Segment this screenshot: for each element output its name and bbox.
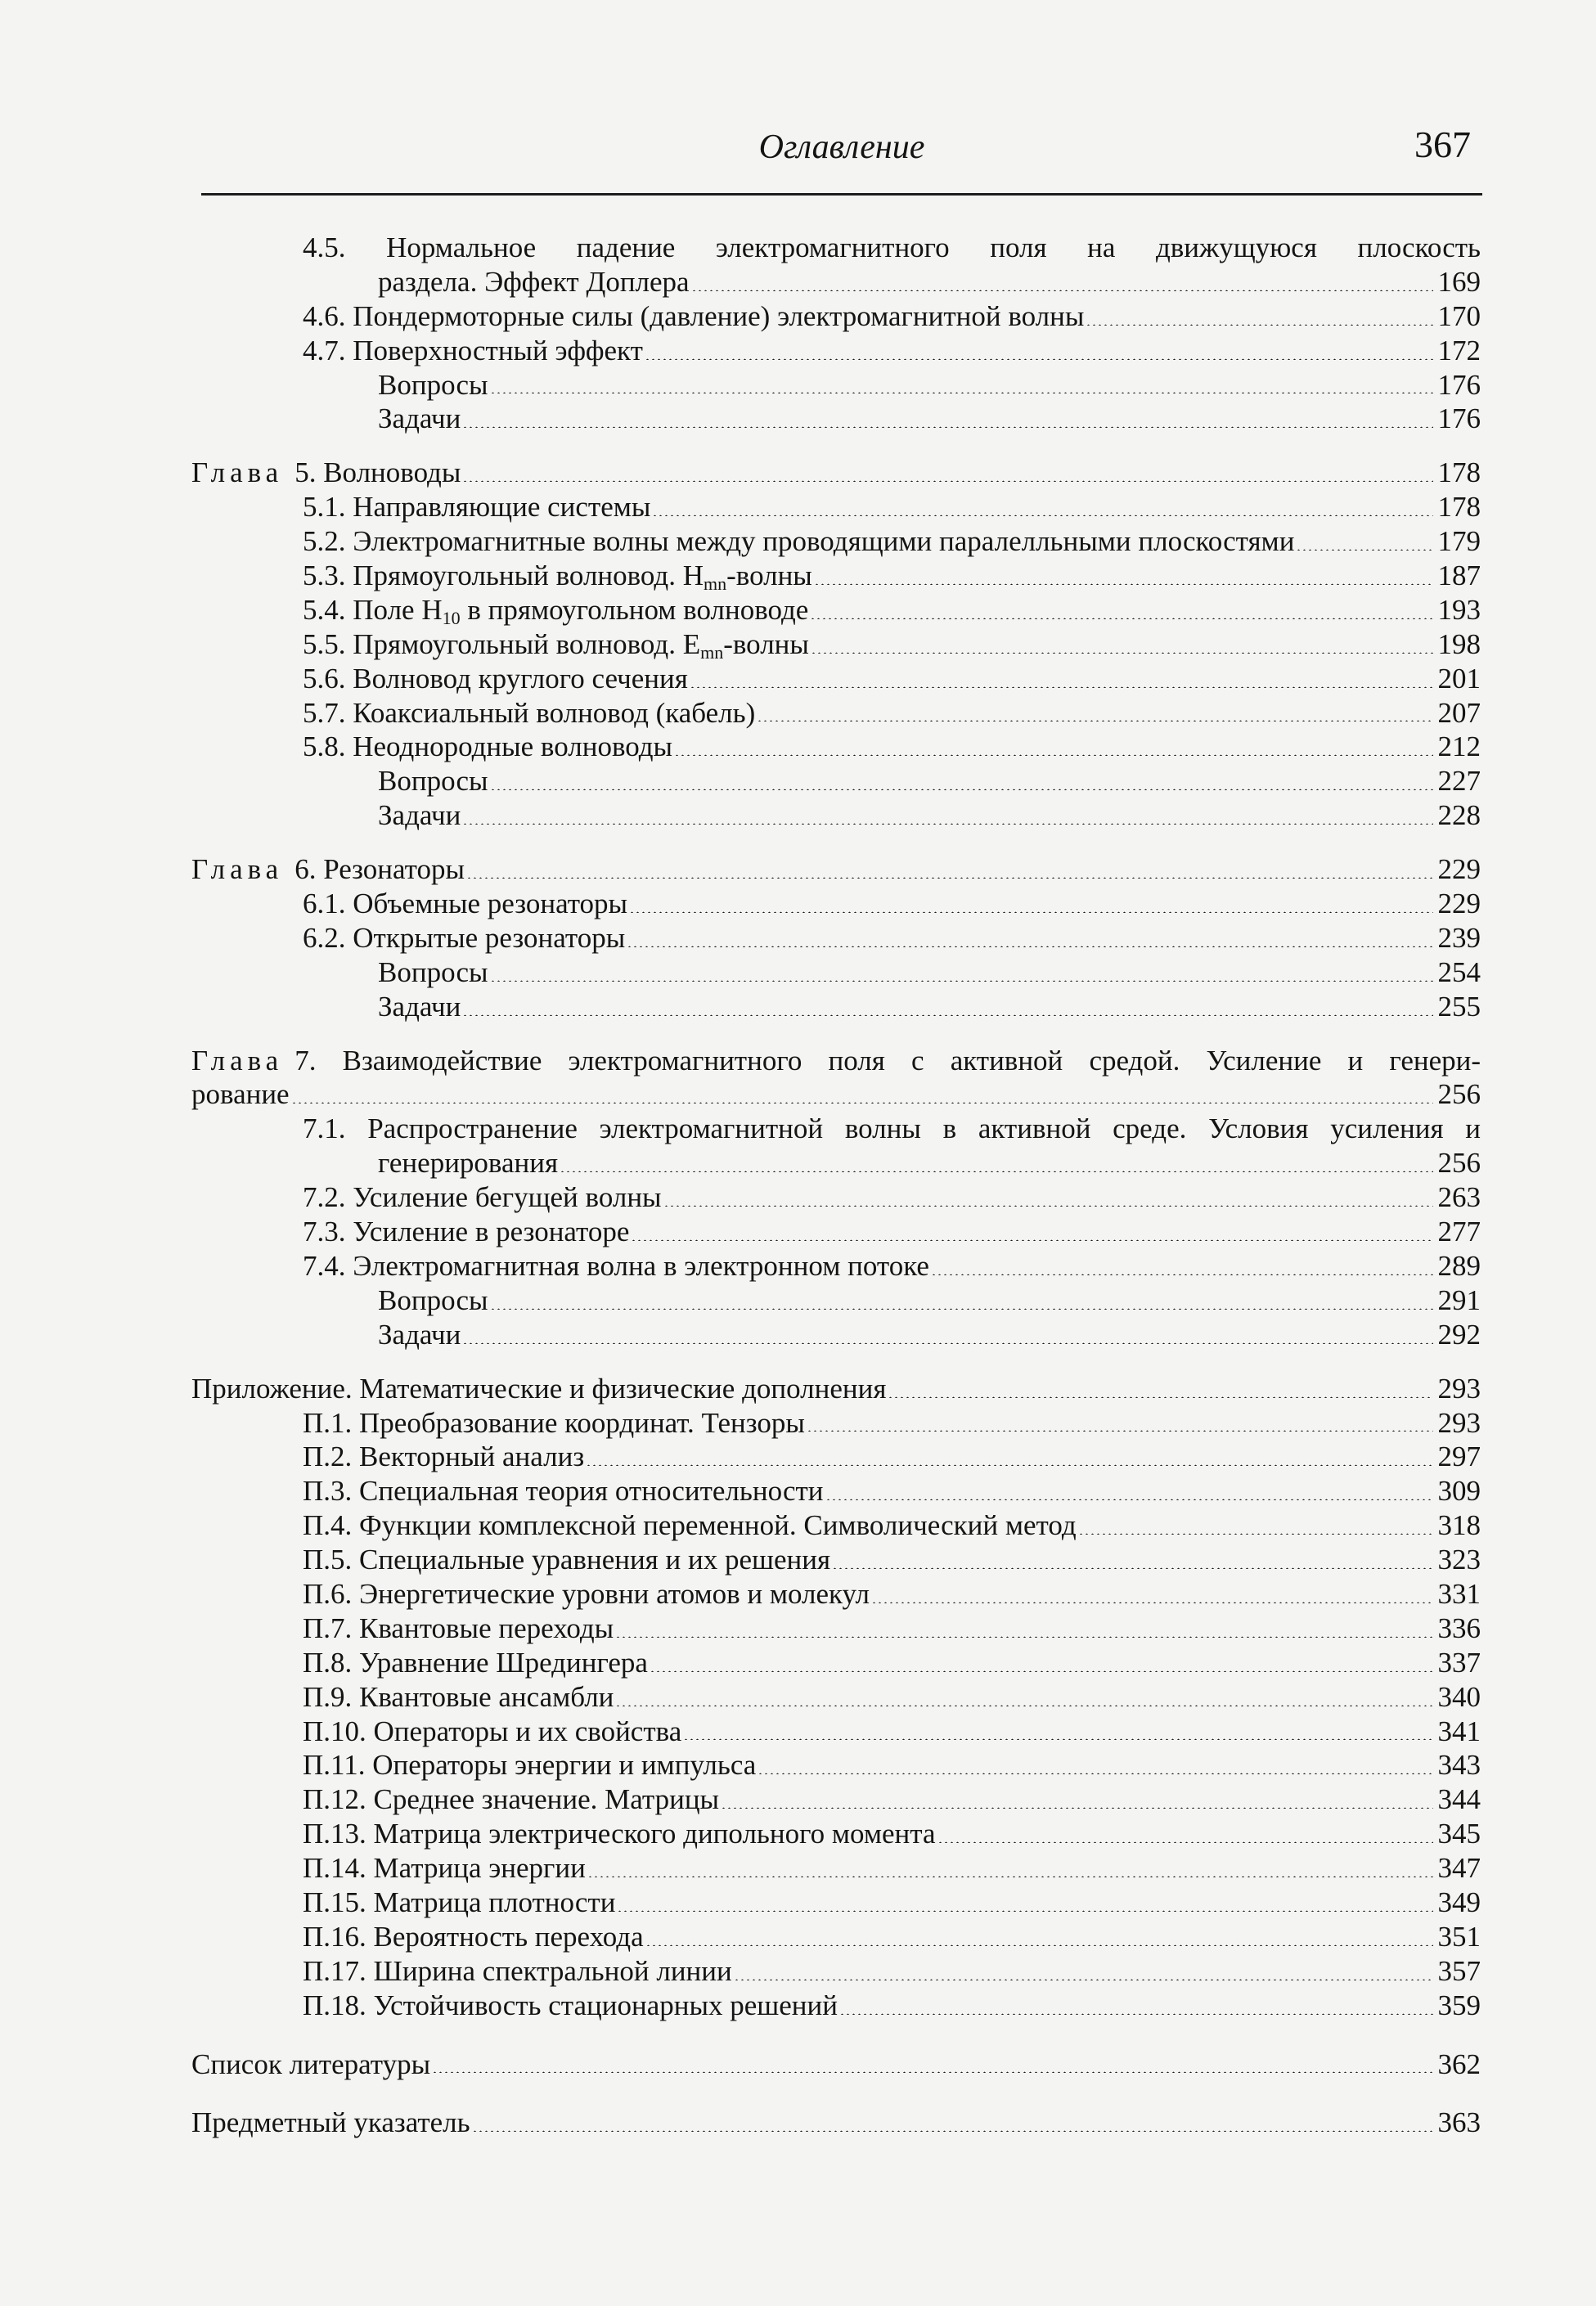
toc-page-number: 176 — [1437, 368, 1481, 401]
toc-entry-5-2[interactable] — [191, 524, 1481, 559]
toc-entry-p12[interactable] — [191, 1782, 1481, 1817]
toc-entry-label: Задачи — [378, 402, 461, 435]
leader-dots — [1086, 324, 1432, 326]
toc-page-number: 293 — [1437, 1406, 1481, 1439]
toc-entry-label: П.16. Вероятность перехода — [303, 1920, 644, 1953]
toc-entry-questions-5[interactable] — [191, 764, 1481, 798]
toc-entry-label: Вопросы — [378, 368, 488, 401]
toc-entry-label: 6.2. Открытые резонаторы — [303, 921, 626, 954]
leader-dots — [462, 1014, 1432, 1016]
leader-dots — [586, 1464, 1432, 1466]
toc-page-number: 309 — [1437, 1475, 1481, 1508]
toc-entry-label: 5.5. Прямоугольный волновод. $E_{mn}$-волны — [303, 627, 809, 663]
leader-dots — [690, 686, 1433, 688]
leader-dots — [1296, 549, 1432, 551]
toc-page-number: 343 — [1437, 1749, 1481, 1782]
toc-entry-p16[interactable] — [191, 1920, 1481, 1954]
toc-page-number: 323 — [1437, 1544, 1481, 1576]
toc-page-number: 207 — [1437, 696, 1481, 729]
toc-entry-label: Список литературы — [191, 2048, 431, 2080]
toc-entry-5-1[interactable] — [191, 490, 1481, 524]
toc-entry-4-7[interactable] — [191, 334, 1481, 368]
toc-entry-label: П.17. Ширина спектральной линии — [303, 1954, 732, 1987]
page-header — [201, 123, 1482, 180]
toc-page-number: 176 — [1437, 402, 1481, 435]
leader-dots — [631, 1239, 1432, 1241]
toc-entry-label: 5.8. Неоднородные волноводы — [303, 730, 673, 763]
leader-dots — [627, 946, 1432, 947]
leader-dots — [615, 1705, 1432, 1706]
toc-entry-label: 5.2. Электромагнитные волны между проводящими паралелльными плоскостями — [303, 525, 1295, 558]
toc-page-number: 362 — [1437, 2048, 1481, 2080]
toc-entry-label: 7.3. Усиление в резонаторе — [303, 1216, 630, 1248]
toc-entry-p11[interactable] — [191, 1748, 1481, 1782]
toc-entry-problems-5[interactable] — [191, 798, 1481, 833]
leader-dots — [674, 754, 1432, 756]
toc-page-number: 331 — [1437, 1577, 1481, 1610]
toc-page-number: 227 — [1437, 765, 1481, 798]
toc-entry-p13[interactable] — [191, 1817, 1481, 1851]
toc-entry-p3[interactable] — [191, 1474, 1481, 1508]
toc-entry-problems-6[interactable] — [191, 990, 1481, 1024]
toc-entry-label: П.9. Квантовые ансамбли — [303, 1680, 614, 1713]
toc-entry-label: Приложение. Математические и физические дополнения — [191, 1372, 887, 1405]
toc-page-number: 347 — [1437, 1852, 1481, 1885]
toc-entry-label: рование — [191, 1078, 290, 1111]
toc-chapter-7-line1[interactable]: Глава 7. Взаимодействие электромагнитного поля с активной средой. Усиление и генери- — [191, 1044, 1481, 1077]
leader-dots — [810, 618, 1432, 619]
toc-entry-p15[interactable] — [191, 1886, 1481, 1920]
toc-chapter-7[interactable] — [191, 1077, 1481, 1112]
toc-entry-p1[interactable] — [191, 1406, 1481, 1441]
toc-page-number: 239 — [1437, 921, 1481, 954]
leader-dots — [490, 980, 1433, 982]
leader-dots — [825, 1499, 1433, 1500]
toc-entry-label: Глава 6. Резонаторы — [191, 853, 465, 886]
leader-dots — [757, 720, 1432, 721]
leader-dots — [617, 1910, 1432, 1912]
leader-dots — [811, 652, 1433, 654]
toc-entry-5-5[interactable] — [191, 627, 1481, 662]
leader-dots — [645, 358, 1433, 360]
page-number: 367 — [1414, 124, 1471, 165]
toc-entry-4-5[interactable] — [191, 265, 1481, 299]
toc-entry-p5[interactable] — [191, 1543, 1481, 1577]
toc-chapter-5[interactable] — [191, 456, 1481, 490]
page-title: Оглавление — [758, 128, 925, 166]
toc-entry-problems-4[interactable] — [191, 402, 1481, 436]
toc-entry-label: 6.1. Объемные резонаторы — [303, 888, 628, 920]
toc-page-number: 229 — [1437, 853, 1481, 886]
toc-entry-label: 7.4. Электромагнитная волна в электронном потоке — [303, 1249, 929, 1282]
toc-entry-label: раздела. Эффект Доплера — [378, 265, 690, 298]
toc-page-number: 212 — [1437, 730, 1481, 763]
toc-page-number: 297 — [1437, 1441, 1481, 1473]
toc-entry-label: П.13. Матрица электрического дипольного момента — [303, 1818, 936, 1850]
toc-page-number: 344 — [1437, 1783, 1481, 1816]
leader-dots — [650, 1670, 1433, 1672]
leader-dots — [931, 1274, 1433, 1275]
leader-dots — [466, 877, 1433, 879]
toc-entry-label: генерирования — [378, 1147, 559, 1180]
toc-entry-label: П.10. Операторы и их свойства — [303, 1715, 682, 1747]
toc-page-number: 228 — [1437, 799, 1481, 832]
toc-page-number: 187 — [1437, 560, 1481, 592]
leader-dots — [758, 1773, 1432, 1774]
toc-entry-label: П.1. Преобразование координат. Тензоры — [303, 1406, 805, 1439]
toc-entry-label: Вопросы — [378, 1283, 488, 1316]
leader-dots — [652, 515, 1432, 516]
leader-dots — [839, 2013, 1433, 2015]
toc-entry-5-3[interactable] — [191, 559, 1481, 593]
toc-page-number: 337 — [1437, 1646, 1481, 1679]
toc-page-number: 349 — [1437, 1886, 1481, 1918]
toc-page-number: 363 — [1437, 2106, 1481, 2139]
toc-entry-4-5-line1[interactable]: 4.5. Нормальное падение электромагнитного поля на движущуюся плоскость — [303, 231, 1481, 263]
toc-entry-label: П.6. Энергетические уровни атомов и молекул — [303, 1577, 870, 1610]
leader-dots — [807, 1430, 1433, 1432]
toc-entry-problems-7[interactable] — [191, 1318, 1481, 1352]
toc-entry-p18[interactable] — [191, 1989, 1481, 2023]
toc-entry-label: 5.3. Прямоугольный волновод. $H_{mn}$-волны — [303, 560, 812, 595]
leader-dots — [683, 1738, 1432, 1740]
toc-entry-label: 4.7. Поверхностный эффект — [303, 334, 643, 366]
leader-dots — [663, 1205, 1433, 1207]
toc-page-number: 345 — [1437, 1818, 1481, 1850]
toc-entry-5-7[interactable] — [191, 696, 1481, 730]
leader-dots — [832, 1567, 1432, 1569]
toc-page-number: 293 — [1437, 1372, 1481, 1405]
toc-entry-label: Вопросы — [378, 955, 488, 988]
leader-dots — [472, 2130, 1433, 2132]
toc-entry-label: 7.2. Усиление бегущей волны — [303, 1181, 662, 1214]
toc-entry-5-4[interactable] — [191, 593, 1481, 627]
leader-dots — [587, 1876, 1433, 1877]
toc-page-number: 229 — [1437, 888, 1481, 920]
toc-entry-p9[interactable] — [191, 1680, 1481, 1715]
toc-entry-5-8[interactable] — [191, 730, 1481, 764]
leader-dots — [691, 290, 1433, 291]
toc-page-number: 254 — [1437, 955, 1481, 988]
leader-dots — [462, 480, 1432, 482]
toc-entry-questions-7[interactable] — [191, 1283, 1481, 1318]
leader-dots — [615, 1636, 1432, 1638]
chapter-prefix: Глава — [191, 456, 284, 489]
chapter-prefix: Глава — [191, 853, 284, 886]
toc-entry-4-6[interactable] — [191, 299, 1481, 334]
toc-entry-label: П.2. Векторный анализ — [303, 1441, 585, 1473]
toc-page-number: 178 — [1437, 456, 1481, 489]
toc-entry-label: П.14. Матрица энергии — [303, 1852, 586, 1885]
leader-dots — [629, 911, 1432, 913]
toc-page-number: 170 — [1437, 299, 1481, 332]
toc-page-number: 359 — [1437, 1989, 1481, 2021]
toc-page-number: 291 — [1437, 1283, 1481, 1316]
toc-entry-label: 5.7. Коаксиальный волновод (кабель) — [303, 696, 756, 729]
subscript: 10 — [442, 607, 461, 628]
toc-page-number: 201 — [1437, 662, 1481, 694]
toc-page-number: 172 — [1437, 334, 1481, 366]
toc-entry-label: Глава 5. Волноводы — [191, 456, 461, 489]
toc-entry-p17[interactable] — [191, 1954, 1481, 1989]
toc-entry-label: Предметный указатель — [191, 2106, 470, 2139]
toc-entry-p4[interactable] — [191, 1508, 1481, 1543]
toc-page-number: 198 — [1437, 627, 1481, 660]
toc-entry-label: П.8. Уравнение Шредингера — [303, 1646, 648, 1679]
toc-entry-label: Задачи — [378, 799, 461, 832]
toc-entry-label: П.3. Специальная теория относительности — [303, 1475, 824, 1508]
toc-entry-label: П.5. Специальные уравнения и их решения — [303, 1544, 831, 1576]
toc-page-number: 256 — [1437, 1147, 1481, 1180]
leader-dots — [937, 1841, 1433, 1843]
leader-dots — [888, 1396, 1432, 1398]
toc-page-number: 336 — [1437, 1612, 1481, 1644]
leader-dots — [490, 789, 1433, 790]
toc-entry-questions-6[interactable] — [191, 955, 1481, 990]
toc-entry-label: 4.6. Пондермоторные силы (давление) электромагнитной волны — [303, 299, 1085, 332]
toc-page-number: 193 — [1437, 593, 1481, 626]
toc-entry-p7[interactable] — [191, 1612, 1481, 1646]
toc-entry-label: 5.1. Направляющие системы — [303, 491, 651, 524]
toc-page-number: 178 — [1437, 491, 1481, 524]
toc-entry-p14[interactable] — [191, 1851, 1481, 1886]
toc-entry-label: П.11. Операторы энергии и импульса — [303, 1749, 757, 1782]
toc-page-number: 351 — [1437, 1920, 1481, 1953]
toc-entry-6-1[interactable] — [191, 887, 1481, 921]
subscript: mn — [704, 573, 727, 595]
toc-entry-label: П.7. Квантовые переходы — [303, 1612, 614, 1644]
toc-bibliography[interactable] — [191, 2048, 1481, 2082]
toc-page-number: 255 — [1437, 990, 1481, 1023]
toc-entry-6-2[interactable] — [191, 921, 1481, 955]
toc-entry-label: П.4. Функции комплексной переменной. Символический метод — [303, 1509, 1077, 1542]
toc-page-number: 357 — [1437, 1954, 1481, 1987]
toc-entry-5-6[interactable] — [191, 662, 1481, 696]
toc-page-number: 256 — [1437, 1078, 1481, 1111]
leader-dots — [871, 1602, 1433, 1603]
toc-page-number: 277 — [1437, 1216, 1481, 1248]
toc-page-number: 340 — [1437, 1680, 1481, 1713]
toc-entry-p6[interactable] — [191, 1577, 1481, 1612]
toc-page-number: 341 — [1437, 1715, 1481, 1747]
leader-dots — [291, 1102, 1433, 1104]
leader-dots — [1078, 1533, 1433, 1535]
toc-entry-label: П.15. Матрица плотности — [303, 1886, 616, 1918]
toc-entry-label: 5.4. Поле $H_{10}$ в прямоугольном волноводе — [303, 593, 809, 628]
leader-dots — [462, 823, 1432, 825]
leader-dots — [462, 426, 1432, 428]
toc-entry-7-3[interactable] — [191, 1215, 1481, 1249]
leader-dots — [645, 1944, 1433, 1946]
toc-entry-label: Задачи — [378, 1318, 461, 1351]
table-of-contents — [191, 231, 1481, 2140]
toc-entry-label: 5.6. Волновод круглого сечения — [303, 662, 688, 694]
toc-entry-questions-4[interactable] — [191, 368, 1481, 402]
leader-dots — [814, 583, 1433, 585]
leader-dots — [490, 392, 1433, 393]
toc-chapter-6[interactable] — [191, 852, 1481, 887]
header-rule — [201, 193, 1482, 196]
leader-dots — [432, 2071, 1432, 2073]
toc-entry-label: П.12. Среднее значение. Матрицы — [303, 1783, 720, 1816]
toc-page-number: 289 — [1437, 1249, 1481, 1282]
toc-page-number: 179 — [1437, 525, 1481, 558]
chapter-prefix: Глава — [191, 1044, 284, 1077]
toc-entry-p10[interactable] — [191, 1715, 1481, 1749]
toc-entry-label: П.18. Устойчивость стационарных решений — [303, 1989, 838, 2021]
toc-page-number: 169 — [1437, 265, 1481, 298]
leader-dots — [490, 1308, 1433, 1310]
toc-entry-7-2[interactable] — [191, 1180, 1481, 1215]
toc-entry-p8[interactable] — [191, 1646, 1481, 1680]
toc-subject-index[interactable] — [191, 2106, 1481, 2140]
toc-entry-7-1-line1[interactable]: 7.1. Распространение электромагнитной волны в активной среде. Условия усиления и — [303, 1113, 1481, 1145]
toc-page-number: 263 — [1437, 1181, 1481, 1214]
toc-entry-p2[interactable] — [191, 1440, 1481, 1474]
toc-page-number: 318 — [1437, 1509, 1481, 1542]
toc-entry-7-4[interactable] — [191, 1249, 1481, 1283]
toc-entry-label: Вопросы — [378, 765, 488, 798]
toc-appendix[interactable] — [191, 1372, 1481, 1406]
subscript: mn — [700, 641, 724, 663]
toc-page-number: 292 — [1437, 1318, 1481, 1351]
leader-dots — [462, 1342, 1432, 1344]
toc-entry-7-1[interactable] — [191, 1146, 1481, 1180]
toc-entry-label: Задачи — [378, 990, 461, 1023]
leader-dots — [560, 1171, 1432, 1172]
leader-dots — [734, 1979, 1433, 1980]
leader-dots — [721, 1807, 1432, 1809]
